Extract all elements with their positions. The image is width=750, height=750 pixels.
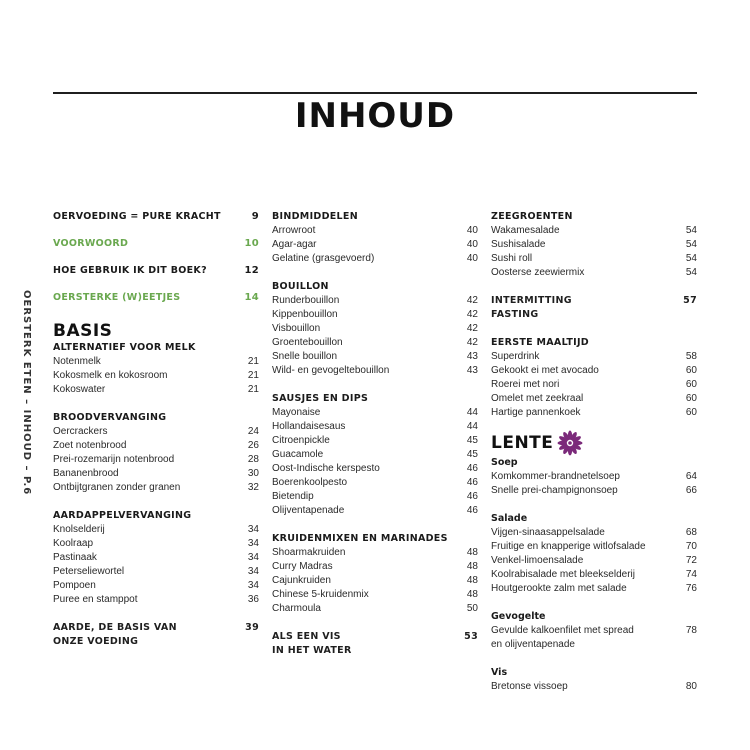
toc-item[interactable] bbox=[53, 467, 259, 481]
toc-item[interactable] bbox=[53, 565, 259, 579]
toc-item[interactable] bbox=[491, 624, 697, 652]
toc-item[interactable] bbox=[272, 574, 478, 588]
toc-entry-aarde[interactable] bbox=[53, 621, 259, 649]
page-number: 68 bbox=[685, 527, 697, 538]
toc-item[interactable] bbox=[272, 546, 478, 560]
toc-item-label: Vijgen-sinaasappelsalade bbox=[491, 527, 605, 538]
toc-item[interactable] bbox=[272, 224, 478, 238]
toc-item-label: LENTE bbox=[491, 433, 554, 453]
page-number: 26 bbox=[247, 440, 259, 451]
toc-item-label: Citroenpickle bbox=[272, 435, 330, 446]
page-number: 39 bbox=[245, 622, 259, 633]
page-number: 12 bbox=[244, 265, 259, 276]
toc-item-label: Olijventapenade bbox=[272, 505, 345, 516]
toc-item[interactable] bbox=[272, 434, 478, 448]
page-number: 74 bbox=[685, 569, 697, 580]
toc-item-label: Guacamole bbox=[272, 449, 324, 460]
page-number: 50 bbox=[466, 603, 478, 614]
toc-item-label: Houtgerookte zalm met salade bbox=[491, 583, 627, 594]
page-number: 46 bbox=[466, 477, 478, 488]
toc-item[interactable] bbox=[272, 588, 478, 602]
page-number: 9 bbox=[251, 211, 259, 222]
page-number: 78 bbox=[685, 625, 697, 636]
toc-item-label: ONZE VOEDING bbox=[53, 636, 139, 647]
toc-entry-hoe-gebruik[interactable] bbox=[53, 264, 259, 278]
page-number: 58 bbox=[685, 351, 697, 362]
page-number: 76 bbox=[685, 583, 697, 594]
toc-item-label: Zoet notenbrood bbox=[53, 440, 127, 451]
page-number: 42 bbox=[466, 337, 478, 348]
page-number: 54 bbox=[685, 267, 697, 278]
toc-item-label: Gekookt ei met avocado bbox=[491, 365, 599, 376]
toc-item[interactable] bbox=[491, 526, 697, 540]
toc-item[interactable] bbox=[53, 383, 259, 397]
page-number: 42 bbox=[466, 295, 478, 306]
toc-item[interactable] bbox=[491, 350, 697, 364]
section-title-basis: BASIS bbox=[53, 321, 113, 341]
toc-item-label: Charmoula bbox=[272, 603, 321, 614]
subsection-heading: Vis bbox=[491, 667, 508, 678]
toc-item-label: Bietendip bbox=[272, 491, 314, 502]
page-number: 64 bbox=[685, 471, 697, 482]
toc-item[interactable] bbox=[491, 470, 697, 484]
toc-item[interactable] bbox=[491, 364, 697, 378]
toc-column-3 bbox=[491, 210, 697, 694]
top-rule bbox=[53, 92, 697, 94]
section-heading: AARDAPPELVERVANGING bbox=[53, 510, 192, 521]
page-number: 21 bbox=[247, 370, 259, 381]
page-number: 48 bbox=[466, 575, 478, 586]
toc-item-label: Bananenbrood bbox=[53, 468, 119, 479]
page-number: 34 bbox=[247, 524, 259, 535]
toc-item[interactable] bbox=[491, 238, 697, 252]
toc-column-1 bbox=[53, 210, 259, 649]
page-number: 34 bbox=[247, 566, 259, 577]
toc-item-label: Visbouillon bbox=[272, 323, 321, 334]
section-heading: BOUILLON bbox=[272, 281, 329, 292]
toc-item[interactable] bbox=[272, 322, 478, 336]
toc-item-label: Knolselderij bbox=[53, 524, 105, 535]
toc-item-label: Puree en stamppot bbox=[53, 594, 138, 605]
toc-item-label: Arrowroot bbox=[272, 225, 316, 236]
toc-item[interactable] bbox=[272, 420, 478, 434]
page-number: 60 bbox=[685, 365, 697, 376]
toc-item-label: Gelatine (grasgevoerd) bbox=[272, 253, 375, 264]
page-number: 48 bbox=[466, 561, 478, 572]
page-number: 10 bbox=[244, 238, 259, 249]
toc-item-label: Oost-Indische kerspesto bbox=[272, 463, 380, 474]
toc-item[interactable] bbox=[53, 481, 259, 495]
toc-item[interactable] bbox=[272, 406, 478, 420]
section-heading: SAUSJES EN DIPS bbox=[272, 393, 369, 404]
page-number: 21 bbox=[247, 356, 259, 367]
page-number: 60 bbox=[685, 407, 697, 418]
flower-icon bbox=[557, 430, 583, 456]
toc-item[interactable] bbox=[491, 378, 697, 392]
toc-item[interactable] bbox=[272, 476, 478, 490]
section-title-lente bbox=[491, 430, 697, 456]
toc-item[interactable] bbox=[53, 453, 259, 467]
toc-item[interactable] bbox=[53, 439, 259, 453]
toc-item-label: OERVOEDING = PURE KRACHT bbox=[53, 211, 221, 222]
page-number: 53 bbox=[464, 631, 478, 642]
toc-item[interactable] bbox=[272, 448, 478, 462]
toc-item[interactable] bbox=[53, 537, 259, 551]
toc-item-label: Snelle bouillon bbox=[272, 351, 338, 362]
page-number: 34 bbox=[247, 552, 259, 563]
toc-item[interactable] bbox=[53, 593, 259, 607]
page-number: 66 bbox=[685, 485, 697, 496]
subsection-heading: Salade bbox=[491, 513, 528, 524]
toc-item-label: Wakamesalade bbox=[491, 225, 560, 236]
toc-item-label: Pastinaak bbox=[53, 552, 97, 563]
page-number: 46 bbox=[466, 505, 478, 516]
toc-item-label: Curry Madras bbox=[272, 561, 333, 572]
toc-item[interactable] bbox=[491, 484, 697, 498]
toc-item-label: Shoarmakruiden bbox=[272, 547, 346, 558]
page-number: 57 bbox=[683, 295, 697, 306]
page-number: 43 bbox=[466, 365, 478, 376]
toc-item[interactable] bbox=[53, 523, 259, 537]
page-number: 48 bbox=[466, 547, 478, 558]
page-number: 43 bbox=[466, 351, 478, 362]
section-heading: EERSTE MAALTIJD bbox=[491, 337, 589, 348]
toc-item[interactable] bbox=[491, 540, 697, 554]
section-heading: KRUIDENMIXEN EN MARINADES bbox=[272, 533, 448, 544]
toc-entry-als-een-vis[interactable] bbox=[272, 630, 478, 658]
page-number: 54 bbox=[685, 253, 697, 264]
toc-item[interactable] bbox=[272, 364, 478, 378]
page-number: 45 bbox=[466, 449, 478, 460]
subsection-heading: Soep bbox=[491, 457, 518, 468]
toc-item[interactable] bbox=[272, 560, 478, 574]
toc-item-label: Peterseliewortel bbox=[53, 566, 125, 577]
toc-item[interactable] bbox=[491, 568, 697, 582]
toc-item-label: Gevulde kalkoenfilet met spread bbox=[491, 625, 634, 636]
page-number: 48 bbox=[466, 589, 478, 600]
toc-item[interactable] bbox=[272, 336, 478, 350]
page-number: 72 bbox=[685, 555, 697, 566]
toc-item[interactable] bbox=[53, 369, 259, 383]
toc-entry-weetjes[interactable] bbox=[53, 291, 259, 305]
toc-item-label: Pompoen bbox=[53, 580, 96, 591]
toc-item-label: Superdrink bbox=[491, 351, 540, 362]
toc-item-label: Boerenkoolpesto bbox=[272, 477, 348, 488]
page-number: 46 bbox=[466, 463, 478, 474]
page-number: 28 bbox=[247, 454, 259, 465]
page-number: 21 bbox=[247, 384, 259, 395]
toc-item[interactable] bbox=[272, 602, 478, 616]
section-heading: BINDMIDDELEN bbox=[272, 211, 358, 222]
page-number: 40 bbox=[466, 239, 478, 250]
toc-item-label: Kokoswater bbox=[53, 384, 106, 395]
toc-item-label: Koolrabisalade met bleekselderij bbox=[491, 569, 635, 580]
toc-item-label: ALS EEN VIS bbox=[272, 631, 341, 642]
toc-item-label: Sushisalade bbox=[491, 239, 546, 250]
page-number: 40 bbox=[466, 225, 478, 236]
toc-item-label: Bretonse vissoep bbox=[491, 681, 568, 692]
toc-item[interactable] bbox=[491, 224, 697, 238]
toc-item[interactable] bbox=[491, 582, 697, 596]
toc-item[interactable] bbox=[491, 680, 697, 694]
page-number: 54 bbox=[685, 225, 697, 236]
toc-item-label: Chinese 5-kruidenmix bbox=[272, 589, 369, 600]
page-number: 40 bbox=[466, 253, 478, 264]
toc-item-label: Koolraap bbox=[53, 538, 94, 549]
toc-item-label: Komkommer-brandnetelsoep bbox=[491, 471, 620, 482]
page-number: 44 bbox=[466, 421, 478, 432]
page-number: 42 bbox=[466, 309, 478, 320]
toc-item[interactable] bbox=[491, 266, 697, 280]
section-heading: ALTERNATIEF VOOR MELK bbox=[53, 342, 196, 353]
toc-item-label: OERSTERKE (W)EETJES bbox=[53, 292, 181, 303]
toc-entry-oervoeding[interactable] bbox=[53, 210, 259, 224]
toc-item-label: Kokosmelk en kokosroom bbox=[53, 370, 168, 381]
toc-item-label: Fruitige en knapperige witlofsalade bbox=[491, 541, 646, 552]
toc-item-label: en olijventapenade bbox=[491, 639, 575, 650]
toc-item-label: Omelet met zeekraal bbox=[491, 393, 584, 404]
page-number: 44 bbox=[466, 407, 478, 418]
page-number: 60 bbox=[685, 393, 697, 404]
toc-item[interactable] bbox=[272, 238, 478, 252]
toc-item-label: Groentebouillon bbox=[272, 337, 343, 348]
page-number: 30 bbox=[247, 468, 259, 479]
toc-item[interactable] bbox=[272, 490, 478, 504]
toc-column-2 bbox=[272, 210, 478, 658]
toc-item-label: Prei-rozemarijn notenbrood bbox=[53, 454, 175, 465]
toc-item[interactable] bbox=[53, 551, 259, 565]
page-number: 14 bbox=[244, 292, 259, 303]
toc-item-label: INTERMITTING bbox=[491, 295, 572, 306]
toc-item[interactable] bbox=[53, 579, 259, 593]
toc-item-label: Hollandaisesaus bbox=[272, 421, 346, 432]
toc-item-label: Oercrackers bbox=[53, 426, 108, 437]
subsection-heading: Gevogelte bbox=[491, 611, 546, 622]
page-number: 80 bbox=[685, 681, 697, 692]
page-number: 46 bbox=[466, 491, 478, 502]
toc-item-label: HOE GEBRUIK IK DIT BOEK? bbox=[53, 265, 207, 276]
toc-item-label: Ontbijtgranen zonder granen bbox=[53, 482, 181, 493]
toc-entry-voorwoord[interactable] bbox=[53, 237, 259, 251]
toc-item[interactable] bbox=[491, 554, 697, 568]
page-number: 60 bbox=[685, 379, 697, 390]
section-heading: BROODVERVANGING bbox=[53, 412, 167, 423]
toc-item-label: Roerei met nori bbox=[491, 379, 560, 390]
toc-item-label: Snelle prei-champignonsoep bbox=[491, 485, 618, 496]
toc-item[interactable] bbox=[272, 504, 478, 518]
page-number: 54 bbox=[685, 239, 697, 250]
toc-item[interactable] bbox=[272, 252, 478, 266]
toc-item-label: IN HET WATER bbox=[272, 645, 352, 656]
toc-item-label: VOORWOORD bbox=[53, 238, 129, 249]
toc-item-label: FASTING bbox=[491, 309, 539, 320]
page-number: 32 bbox=[247, 482, 259, 493]
page-number: 36 bbox=[247, 594, 259, 605]
toc-item-label: Sushi roll bbox=[491, 253, 533, 264]
toc-item-label: Venkel-limoensalade bbox=[491, 555, 584, 566]
section-heading: ZEEGROENTEN bbox=[491, 211, 573, 222]
toc-item-label: Mayonaise bbox=[272, 407, 321, 418]
toc-item[interactable] bbox=[272, 294, 478, 308]
toc-item[interactable] bbox=[53, 425, 259, 439]
toc-item[interactable] bbox=[491, 392, 697, 406]
toc-item-label: Oosterse zeewiermix bbox=[491, 267, 585, 278]
toc-item[interactable] bbox=[491, 406, 697, 420]
page-number: 42 bbox=[466, 323, 478, 334]
toc-item-label: Kippenbouillon bbox=[272, 309, 338, 320]
toc-entry-fasting[interactable] bbox=[491, 294, 697, 322]
toc-item-label: Cajunkruiden bbox=[272, 575, 331, 586]
toc-item[interactable] bbox=[272, 350, 478, 364]
page-title: INHOUD bbox=[294, 96, 456, 136]
toc-item-label: AARDE, DE BASIS VAN bbox=[53, 622, 177, 633]
toc-item-label: Hartige pannenkoek bbox=[491, 407, 581, 418]
page-number: 70 bbox=[685, 541, 697, 552]
toc-item-label: Agar-agar bbox=[272, 239, 317, 250]
toc-item-label: Runderbouillon bbox=[272, 295, 340, 306]
page-number: 45 bbox=[466, 435, 478, 446]
page-number: 24 bbox=[247, 426, 259, 437]
side-running-head: OERSTERK ETEN – INHOUD – P.6 bbox=[21, 290, 32, 496]
toc-item-label: Wild- en gevogeltebouillon bbox=[272, 365, 390, 376]
toc-item[interactable] bbox=[53, 355, 259, 369]
page-number: 34 bbox=[247, 580, 259, 591]
toc-item[interactable] bbox=[272, 308, 478, 322]
toc-item[interactable] bbox=[491, 252, 697, 266]
page-number: 34 bbox=[247, 538, 259, 549]
toc-item-label: Notenmelk bbox=[53, 356, 101, 367]
toc-item[interactable] bbox=[272, 462, 478, 476]
